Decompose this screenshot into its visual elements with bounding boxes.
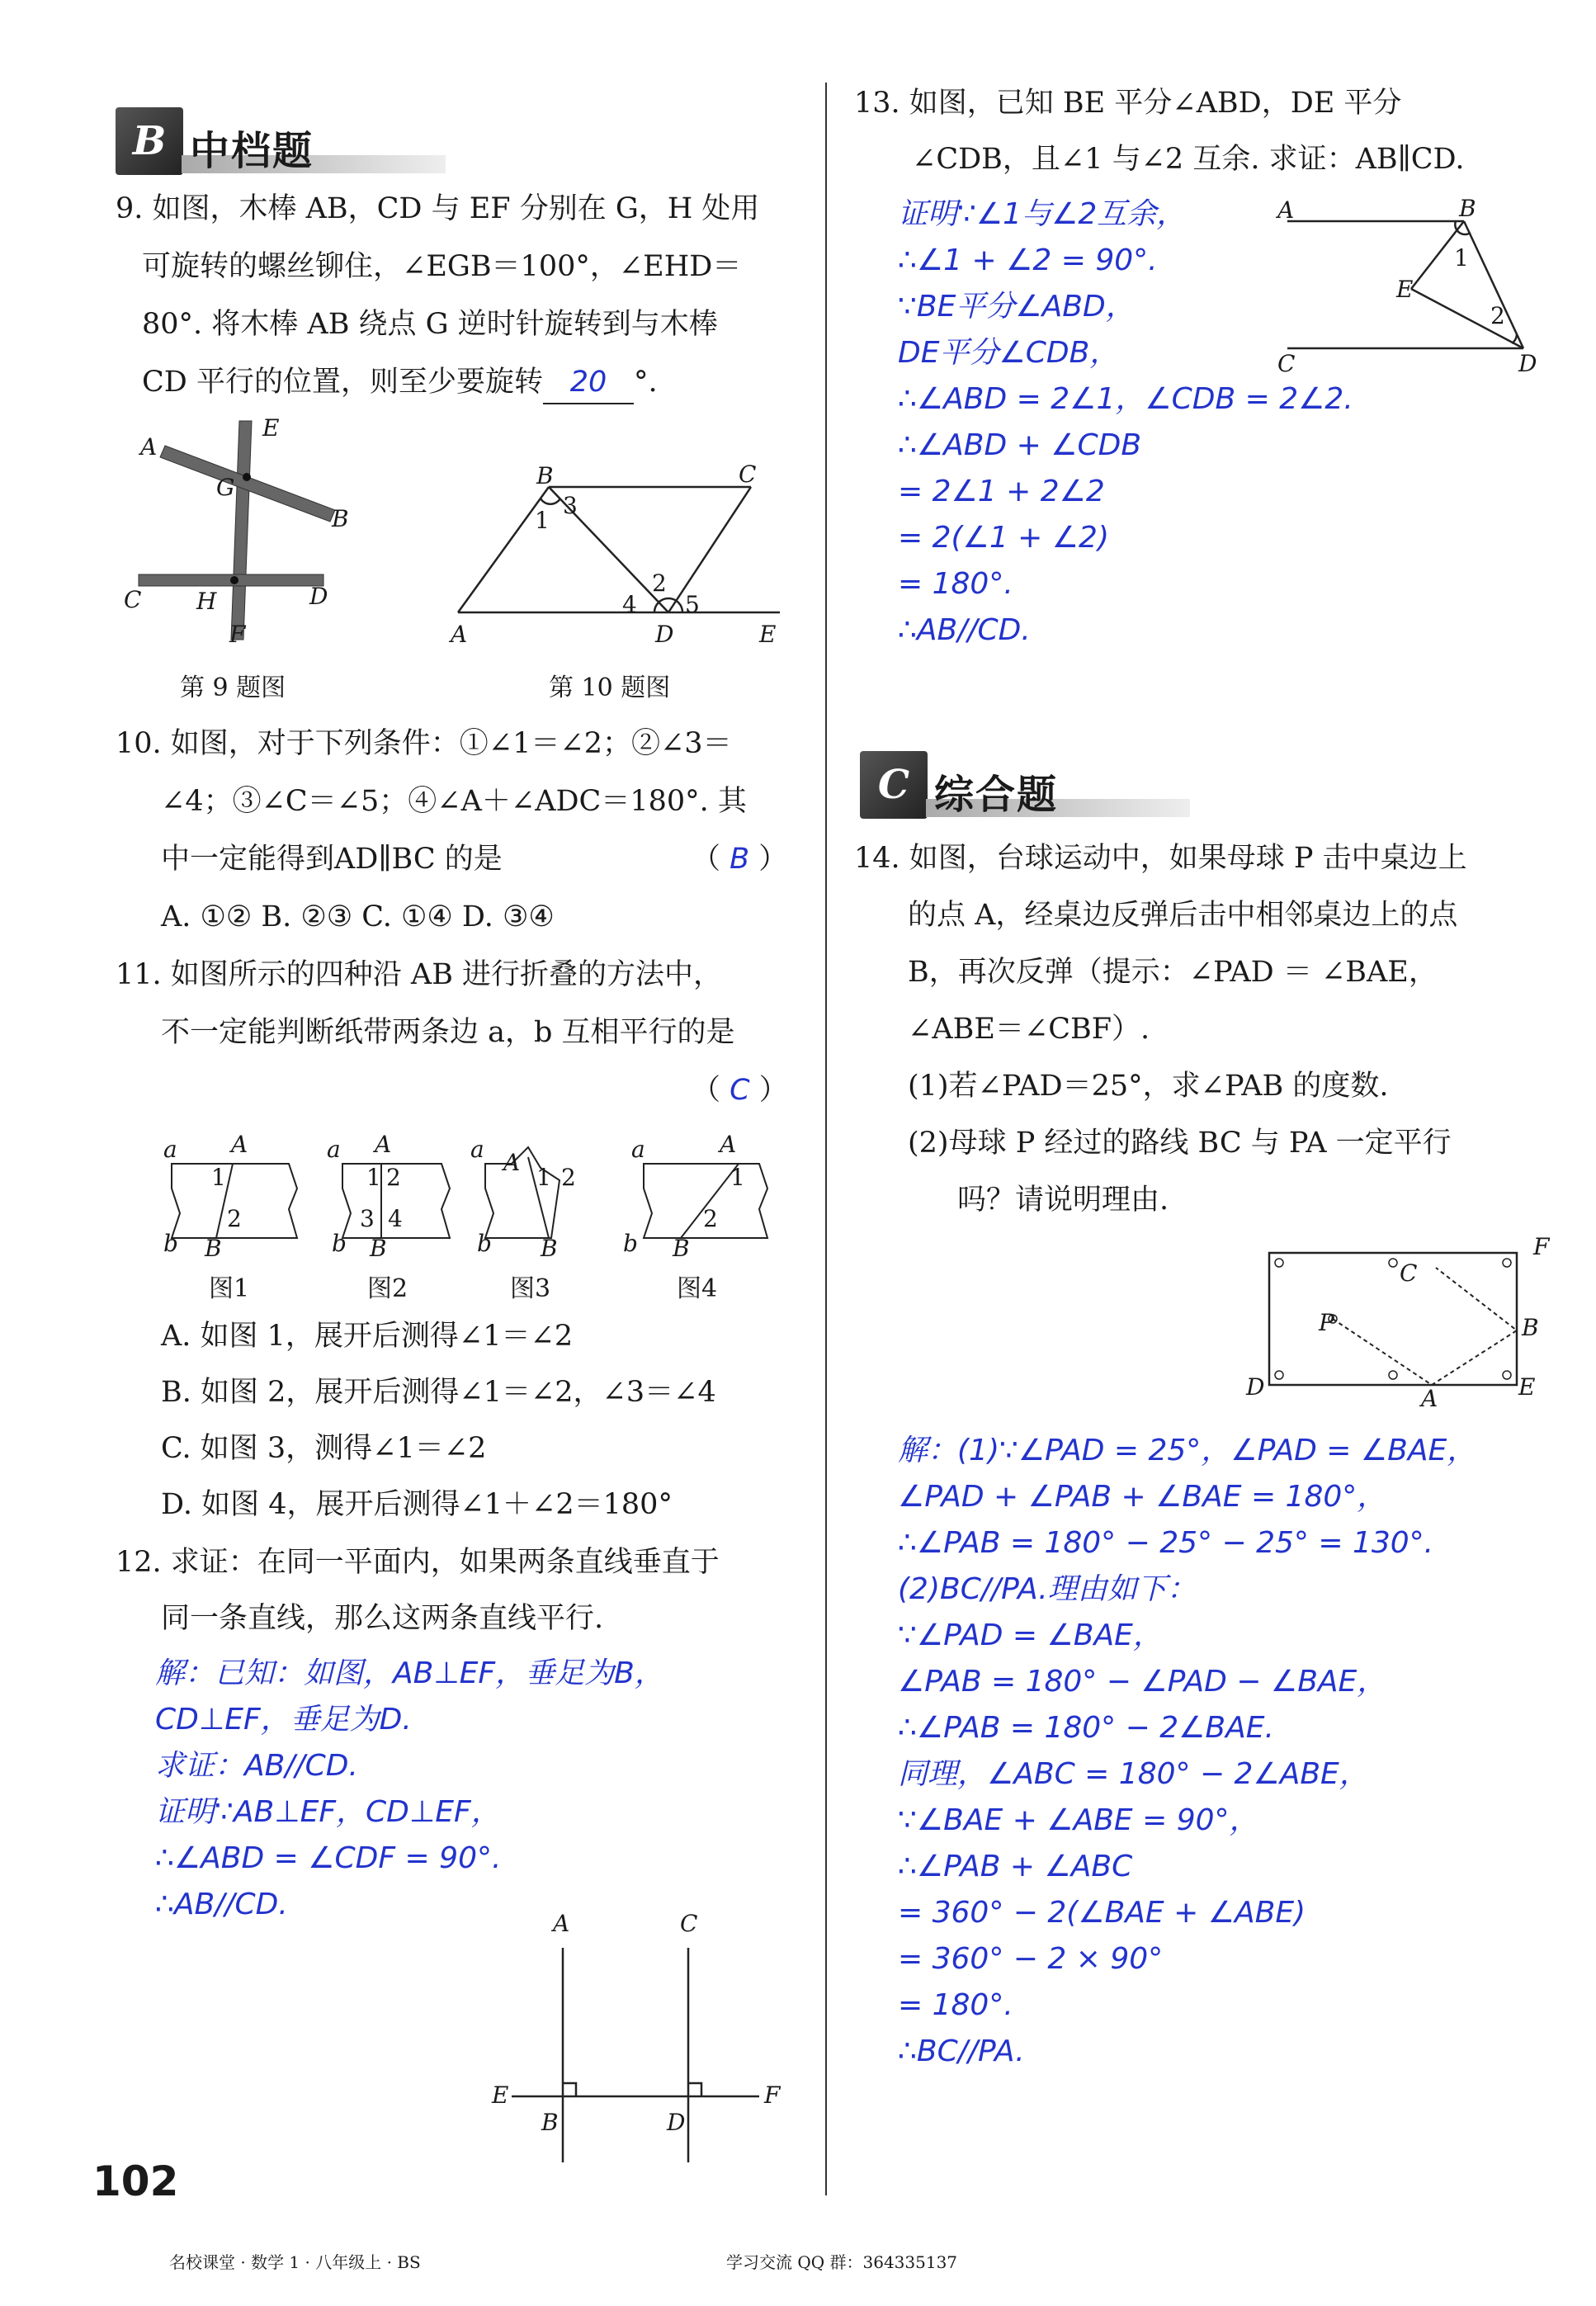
fig11-3-angle-2: 2	[561, 1164, 576, 1191]
fig13-angle-2: 2	[1490, 302, 1505, 329]
q14-sol-line: ∴∠PAB = 180° − 25° − 25° = 130°.	[898, 1526, 1434, 1560]
fig11-4-label-a: a	[631, 1136, 645, 1163]
q10-line1: 10. 如图，对于下列条件：①∠1＝∠2；②∠3＝	[116, 727, 732, 760]
fig11-4-label-B: B	[673, 1235, 690, 1262]
fig13-label-d: D	[1518, 350, 1537, 377]
fig11-3-label-A: A	[503, 1149, 521, 1176]
q13-sol-line: ∴AB//CD.	[898, 613, 1031, 647]
fig14-label-d: D	[1246, 1373, 1265, 1401]
fig11-4-label-b: b	[623, 1230, 638, 1257]
q9-line4a: CD 平行的位置，则至少要旋转	[142, 366, 543, 399]
fig13-angle-1: 1	[1454, 244, 1469, 272]
q14-part2b: 吗？请说明理由.	[957, 1184, 1169, 1217]
q14-line1: 14. 如图，台球运动中，如果母球 P 击中桌边上	[854, 842, 1467, 875]
fig12-label-d: D	[667, 2109, 686, 2136]
fig10-angle-5: 5	[685, 591, 700, 618]
figure-14	[1263, 1246, 1527, 1395]
fig12-label-f: F	[764, 2082, 781, 2109]
fig13-label-a: A	[1277, 196, 1295, 224]
q13-sol-line: = 180°.	[898, 567, 1013, 601]
q11-line2: 不一定能判断纸带两条边 a，b 互相平行的是	[161, 1016, 735, 1049]
fig13-label-e: E	[1396, 276, 1414, 303]
section-b-badge: B	[116, 107, 183, 175]
q13-sol-line: ∴∠1 + ∠2 = 90°.	[898, 243, 1158, 277]
fig10-label-d: D	[655, 621, 674, 648]
fig11-caption-1: 图1	[209, 1274, 250, 1303]
fig10-angle-3: 3	[563, 492, 578, 519]
q9-line2: 可旋转的螺丝铆住，∠EGB＝100°，∠EHD＝	[142, 250, 742, 283]
fig14-label-e: E	[1518, 1373, 1536, 1401]
fig14-label-f: F	[1533, 1233, 1550, 1260]
q12-sol-line: CD⊥EF，垂足为D.	[155, 1703, 412, 1737]
fig9-label-e: E	[262, 414, 280, 442]
q11-answer: C	[730, 1074, 750, 1107]
fig10-caption: 第 10 题图	[549, 673, 671, 702]
fig14-label-c: C	[1400, 1259, 1418, 1287]
q10-answer: B	[730, 843, 750, 876]
section-c-badge: C	[860, 751, 928, 819]
figure-9	[132, 421, 396, 660]
footer-qq-group: 学习交流 QQ 群：364335137	[726, 2252, 958, 2272]
fig10-label-e: E	[759, 621, 777, 648]
section-b-header	[116, 107, 446, 174]
q12-line1: 12. 求证：在同一平面内，如果两条直线垂直于	[116, 1546, 720, 1579]
q10-line3: 中一定能得到AD∥BC 的是	[161, 843, 503, 876]
q14-line2: 的点 A，经桌边反弹后击中相邻桌边上的点	[908, 899, 1458, 932]
fig9-label-b: B	[332, 505, 349, 532]
q13-sol-line: = 2∠1 + 2∠2	[898, 475, 1105, 508]
q11-option-a: A. 如图 1，展开后测得∠1＝∠2	[161, 1320, 574, 1353]
q14-sol-line: = 360° − 2 × 90°	[898, 1942, 1164, 1976]
q14-part1: (1)若∠PAD＝25°，求∠PAB 的度数.	[908, 1070, 1389, 1103]
q11-line1: 11. 如图所示的四种沿 AB 进行折叠的方法中，	[116, 958, 723, 991]
q14-sol-line: = 180°.	[898, 1988, 1013, 2022]
fig10-label-b: B	[536, 462, 554, 489]
q14-sol-line: (2)BC//PA.理由如下：	[898, 1572, 1197, 1606]
q14-part2a: (2)母球 P 经过的路线 BC 与 PA 一定平行	[908, 1127, 1452, 1160]
fig14-label-b: B	[1522, 1314, 1539, 1341]
q13-sol-line: ∴∠ABD = 2∠1，∠CDB = 2∠2.	[898, 382, 1353, 416]
q13-sol-line: = 2(∠1 + ∠2)	[898, 521, 1110, 555]
q13-line1: 13. 如图，已知 BE 平分∠ABD，DE 平分	[854, 87, 1402, 120]
q12-sol-line: ∴∠ABD = ∠CDF = 90°.	[155, 1841, 502, 1875]
fig11-2-label-A: A	[375, 1131, 392, 1158]
column-divider	[825, 83, 827, 2195]
page-number: 102	[92, 2157, 179, 2205]
fig10-label-a: A	[451, 621, 468, 648]
fig11-1-angle-2: 2	[227, 1205, 242, 1232]
q13-sol-line: ∴∠ABD + ∠CDB	[898, 428, 1142, 462]
fig11-2-angle-1: 1	[366, 1164, 381, 1191]
fig11-2-angle-2: 2	[386, 1164, 401, 1191]
q10-line2: ∠4；③∠C＝∠5；④∠A＋∠ADC＝180°. 其	[161, 785, 747, 818]
fig9-caption: 第 9 题图	[180, 673, 286, 702]
footer-book-title: 名校课堂 · 数学 1 · 八年级上 · BS	[169, 2252, 421, 2272]
fig11-3-label-b: b	[477, 1230, 492, 1257]
fig14-table	[1269, 1253, 1517, 1385]
q9-answer: 20	[569, 366, 607, 399]
fig11-2-angle-4: 4	[388, 1205, 403, 1232]
q12-sol-line: 求证：AB//CD.	[155, 1749, 358, 1783]
figure-12	[495, 1931, 767, 2162]
q9-answer-blank	[543, 361, 634, 404]
q13-sol-line: 证明∵∠1与∠2互余，	[898, 197, 1187, 231]
q13-sol-line: DE平分∠CDB，	[898, 336, 1120, 370]
fig13-label-c: C	[1277, 350, 1296, 377]
fig10-angle-1: 1	[535, 507, 550, 534]
fig12-label-c: C	[680, 1910, 698, 1937]
q14-sol-line: ∴∠PAB = 180° − 2∠BAE.	[898, 1711, 1274, 1745]
fig10-angle-4: 4	[622, 591, 637, 618]
fig11-3-angle-1: 1	[536, 1164, 551, 1191]
fig14-label-p: P	[1319, 1309, 1334, 1336]
q11-option-c: C. 如图 3，测得∠1＝∠2	[161, 1432, 487, 1465]
fig9-label-f: F	[229, 621, 246, 648]
q10-options: A. ①② B. ②③ C. ①④ D. ③④	[161, 900, 555, 933]
q12-sol-line: 证明∵AB⊥EF，CD⊥EF，	[155, 1795, 501, 1829]
q9-line4b: °.	[633, 366, 658, 399]
fig11-caption-2: 图2	[367, 1274, 408, 1303]
q14-sol-line: ∵∠PAD = ∠BAE，	[898, 1618, 1163, 1652]
q13-sol-line: ∵BE平分∠ABD，	[898, 290, 1136, 324]
fig12-label-b: B	[541, 2109, 559, 2136]
fig14-label-a: A	[1421, 1385, 1438, 1412]
fig11-3-label-a: a	[470, 1136, 484, 1163]
fig11-1-label-a: a	[163, 1136, 177, 1163]
q12-sol-line: ∴AB//CD.	[155, 1888, 288, 1921]
fig9-label-a: A	[140, 433, 158, 461]
fig11-caption-3: 图3	[510, 1274, 551, 1303]
fig11-3-label-B: B	[541, 1235, 558, 1262]
fig11-2-angle-3: 3	[360, 1205, 375, 1232]
q14-sol-line: ∠PAB = 180° − ∠PAD − ∠BAE，	[898, 1665, 1387, 1699]
q12-sol-line: 解：已知：如图，AB⊥EF，垂足为B，	[155, 1656, 664, 1690]
fig11-2-label-B: B	[370, 1235, 387, 1262]
fig11-3-strip	[485, 1147, 560, 1238]
q9-line3: 80°. 将木棒 AB 绕点 G 逆时针旋转到与木棒	[142, 308, 718, 341]
q11-option-d: D. 如图 4，展开后测得∠1＋∠2＝180°	[161, 1488, 673, 1521]
fig11-4-angle-1: 1	[730, 1164, 745, 1191]
fig11-1-angle-1: 1	[211, 1164, 226, 1191]
fig12-label-e: E	[492, 2082, 509, 2109]
q14-line3: B，再次反弹（提示：∠PAD ＝ ∠BAE，	[908, 956, 1438, 989]
q13-solution	[898, 191, 1353, 654]
fig9-label-d: D	[309, 583, 328, 610]
q14-sol-line: ∠PAD + ∠PAB + ∠BAE = 180°，	[898, 1480, 1387, 1514]
section-c-title: 综合题	[934, 772, 1059, 818]
fig11-1-label-b: b	[163, 1230, 178, 1257]
q14-sol-line: ∵∠BAE + ∠ABE = 90°，	[898, 1803, 1259, 1837]
q14-sol-line: ∴∠PAB + ∠ABC	[898, 1850, 1133, 1883]
fig11-1-label-A: A	[231, 1131, 248, 1158]
q14-line4: ∠ABE＝∠CBF）.	[908, 1013, 1150, 1046]
q14-sol-line: ∴BC//PA.	[898, 2034, 1025, 2068]
fig13-label-b: B	[1459, 195, 1476, 222]
q13-line2: ∠CDB，且∠1 与∠2 互余. 求证：AB∥CD.	[912, 143, 1465, 176]
q11-option-b: B. 如图 2，展开后测得∠1＝∠2，∠3＝∠4	[161, 1376, 716, 1409]
q14-sol-line: 解：(1)∵∠PAD = 25°，∠PAD = ∠BAE，	[898, 1434, 1477, 1467]
fig11-caption-4: 图4	[677, 1274, 718, 1303]
fig9-label-g: G	[216, 474, 235, 501]
section-c-header	[860, 751, 1190, 818]
q12-line2: 同一条直线，那么这两条直线平行.	[161, 1602, 604, 1635]
q14-solution	[898, 1428, 1476, 2075]
fig9-label-c: C	[124, 586, 142, 613]
fig11-4-angle-2: 2	[703, 1205, 718, 1232]
fig11-1-label-B: B	[205, 1235, 222, 1262]
fig11-2-label-b: b	[332, 1230, 347, 1257]
fig10-angle-2: 2	[652, 569, 667, 597]
fig11-2-label-a: a	[327, 1136, 341, 1163]
fig11-4-label-A: A	[720, 1131, 737, 1158]
q14-sol-line: = 360° − 2(∠BAE + ∠ABE)	[898, 1896, 1306, 1930]
fig9-label-h: H	[196, 588, 217, 615]
fig10-label-c: C	[739, 461, 757, 488]
section-b-title: 中档题	[190, 128, 314, 174]
fig12-label-a: A	[553, 1910, 570, 1937]
q14-sol-line: 同理，∠ABC = 180° − 2∠ABE，	[898, 1757, 1369, 1791]
q12-solution	[155, 1651, 664, 1928]
q9-line1: 9. 如图，木棒 AB，CD 与 EF 分别在 G，H 处用	[116, 192, 760, 225]
